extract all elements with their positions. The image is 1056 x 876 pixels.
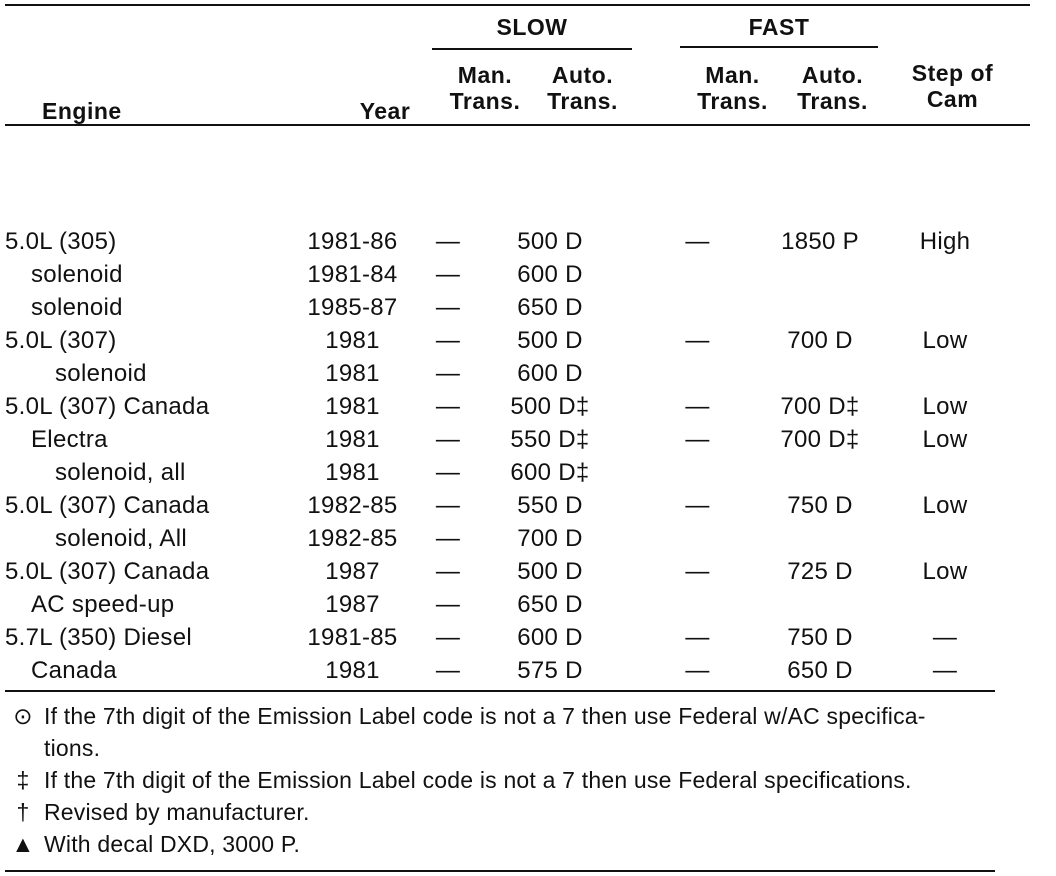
fast-underline <box>680 46 878 48</box>
year-cell: 1987 <box>325 558 380 585</box>
slow-man-trans-cell: — <box>435 360 461 387</box>
header-slow-man-line1: Man. <box>457 62 513 88</box>
bottom-rule <box>5 870 995 872</box>
engine-cell: solenoid, all <box>55 459 186 486</box>
table-row <box>0 391 1056 423</box>
header-slow-auto <box>535 62 630 114</box>
footnote <box>8 796 1008 828</box>
step-of-cam-cell: Low <box>922 558 968 585</box>
slow-man-trans-cell: — <box>435 525 461 552</box>
slow-auto-trans-cell: 600 D <box>517 360 583 387</box>
fast-auto-trans-cell: 650 D <box>787 657 853 684</box>
slow-man-trans-cell: — <box>435 492 461 519</box>
header-fast-auto-line2: Trans. <box>797 88 868 114</box>
table-row <box>0 655 1056 687</box>
slow-man-trans-cell: — <box>435 657 461 684</box>
header-fast-auto <box>785 62 880 114</box>
slow-auto-trans-cell: 600 D <box>517 624 583 651</box>
table-row <box>0 424 1056 456</box>
header-rule <box>5 124 1030 126</box>
engine-cell: 5.0L (307) <box>5 327 117 354</box>
fast-auto-trans-cell: 750 D <box>787 624 853 651</box>
footnote-text-continued: tions. <box>44 735 101 761</box>
footnote-symbol-icon: ‡ <box>16 767 30 793</box>
footnote <box>8 700 1008 764</box>
year-cell: 1981 <box>325 393 380 420</box>
table-row <box>0 259 1056 291</box>
table-row <box>0 622 1056 654</box>
year-cell: 1981 <box>325 327 380 354</box>
step-of-cam-cell: — <box>932 624 958 651</box>
footnote-symbol-icon: ⊙ <box>13 703 33 729</box>
slow-man-trans-cell: — <box>435 294 461 321</box>
step-of-cam-cell: — <box>932 657 958 684</box>
fast-man-trans-cell: — <box>685 393 710 420</box>
header-step-line1: Step of <box>911 60 994 86</box>
fast-man-trans-cell: — <box>685 492 710 519</box>
year-cell: 1981-84 <box>307 261 398 288</box>
header-step-line2: Cam <box>926 86 979 112</box>
slow-man-trans-cell: — <box>435 327 461 354</box>
engine-cell: solenoid <box>31 261 123 288</box>
year-cell: 1982-85 <box>307 492 398 519</box>
year-cell: 1987 <box>325 591 380 618</box>
footnote <box>8 828 1008 860</box>
table-row <box>0 457 1056 489</box>
fast-auto-trans-cell: 700 D‡ <box>780 393 860 420</box>
fast-man-trans-cell: — <box>685 657 710 684</box>
footnote-text: Revised by manufacturer. <box>44 799 310 825</box>
header-slow-auto-line2: Trans. <box>547 88 618 114</box>
engine-cell: 5.0L (307) Canada <box>5 558 210 585</box>
footnotes <box>8 700 1008 860</box>
step-of-cam-cell: Low <box>922 327 968 354</box>
slow-auto-trans-cell: 575 D <box>517 657 583 684</box>
year-cell: 1981 <box>325 426 380 453</box>
engine-cell: 5.0L (307) Canada <box>5 393 210 420</box>
table-row <box>0 556 1056 588</box>
slow-man-trans-cell: — <box>435 426 461 453</box>
engine-cell: solenoid <box>31 294 123 321</box>
header-fast: FAST <box>748 14 810 40</box>
slow-auto-trans-cell: 600 D <box>517 261 583 288</box>
footnote-text: If the 7th digit of the Emission Label code is not a 7 then use Federal w/AC specifica- <box>44 703 926 729</box>
fast-auto-trans-cell: 700 D <box>787 327 853 354</box>
step-of-cam-cell: Low <box>922 492 968 519</box>
header-fast-auto-line1: Auto. <box>801 62 864 88</box>
year-cell: 1981 <box>325 360 380 387</box>
header-slow-man <box>440 62 530 114</box>
header-slow-man-line2: Trans. <box>449 88 521 114</box>
engine-cell: 5.0L (307) Canada <box>5 492 210 519</box>
header-slow: SLOW <box>496 14 568 40</box>
engine-cell: Electra <box>31 426 108 453</box>
header-step-of-cam <box>895 60 1010 112</box>
engine-cell: solenoid, All <box>55 525 187 552</box>
slow-man-trans-cell: — <box>435 624 461 651</box>
slow-man-trans-cell: — <box>435 591 461 618</box>
header-slow-auto-line1: Auto. <box>551 62 614 88</box>
top-rule <box>5 4 1030 6</box>
slow-auto-trans-cell: 550 D‡ <box>510 426 590 453</box>
header-year: Year <box>359 98 411 124</box>
fast-auto-trans-cell: 1850 P <box>781 228 859 255</box>
slow-man-trans-cell: — <box>435 228 461 255</box>
year-cell: 1981-85 <box>307 624 398 651</box>
fast-man-trans-cell: — <box>685 558 710 585</box>
year-cell: 1981 <box>325 657 380 684</box>
slow-auto-trans-cell: 500 D <box>517 228 583 255</box>
slow-auto-trans-cell: 650 D <box>517 591 583 618</box>
year-cell: 1982-85 <box>307 525 398 552</box>
notes-top-rule <box>5 690 995 692</box>
slow-underline <box>432 48 632 50</box>
year-cell: 1985-87 <box>307 294 398 321</box>
slow-auto-trans-cell: 700 D <box>517 525 583 552</box>
footnote <box>8 764 1008 796</box>
table-row <box>0 226 1056 258</box>
engine-cell: solenoid <box>55 360 147 387</box>
slow-auto-trans-cell: 500 D <box>517 558 583 585</box>
slow-auto-trans-cell: 500 D‡ <box>510 393 590 420</box>
fast-man-trans-cell: — <box>685 624 710 651</box>
engine-cell: AC speed-up <box>31 591 175 618</box>
slow-man-trans-cell: — <box>435 261 461 288</box>
step-of-cam-cell: High <box>919 228 971 255</box>
fast-man-trans-cell: — <box>685 327 710 354</box>
slow-man-trans-cell: — <box>435 459 461 486</box>
slow-man-trans-cell: — <box>435 558 461 585</box>
engine-cell: 5.7L (350) Diesel <box>5 624 192 651</box>
slow-auto-trans-cell: 550 D <box>517 492 583 519</box>
table-row <box>0 523 1056 555</box>
table-row <box>0 589 1056 621</box>
fast-auto-trans-cell: 725 D <box>787 558 853 585</box>
header-fast-man-line1: Man. <box>705 62 760 88</box>
year-cell: 1981 <box>325 459 380 486</box>
footnote-symbol-icon: † <box>16 799 30 825</box>
footnote-text: If the 7th digit of the Emission Label code is not a 7 then use Federal specifications. <box>44 767 912 793</box>
table-row <box>0 490 1056 522</box>
fast-auto-trans-cell: 700 D‡ <box>780 426 860 453</box>
footnote-symbol-icon: ▲ <box>11 831 35 857</box>
step-of-cam-cell: Low <box>922 426 968 453</box>
year-cell: 1981-86 <box>307 228 398 255</box>
header-fast-man <box>685 62 780 114</box>
slow-auto-trans-cell: 600 D‡ <box>510 459 590 486</box>
footnote-text: With decal DXD, 3000 P. <box>44 831 301 857</box>
table-row <box>0 358 1056 390</box>
header-engine: Engine <box>42 98 122 124</box>
fast-auto-trans-cell: 750 D <box>787 492 853 519</box>
slow-auto-trans-cell: 500 D <box>517 327 583 354</box>
step-of-cam-cell: Low <box>922 393 968 420</box>
fast-man-trans-cell: — <box>685 228 710 255</box>
slow-auto-trans-cell: 650 D <box>517 294 583 321</box>
table-row <box>0 292 1056 324</box>
header-fast-man-line2: Trans. <box>697 88 768 114</box>
table-row <box>0 325 1056 357</box>
slow-man-trans-cell: — <box>435 393 461 420</box>
engine-cell: Canada <box>31 657 117 684</box>
fast-man-trans-cell: — <box>685 426 710 453</box>
engine-cell: 5.0L (305) <box>5 228 117 255</box>
